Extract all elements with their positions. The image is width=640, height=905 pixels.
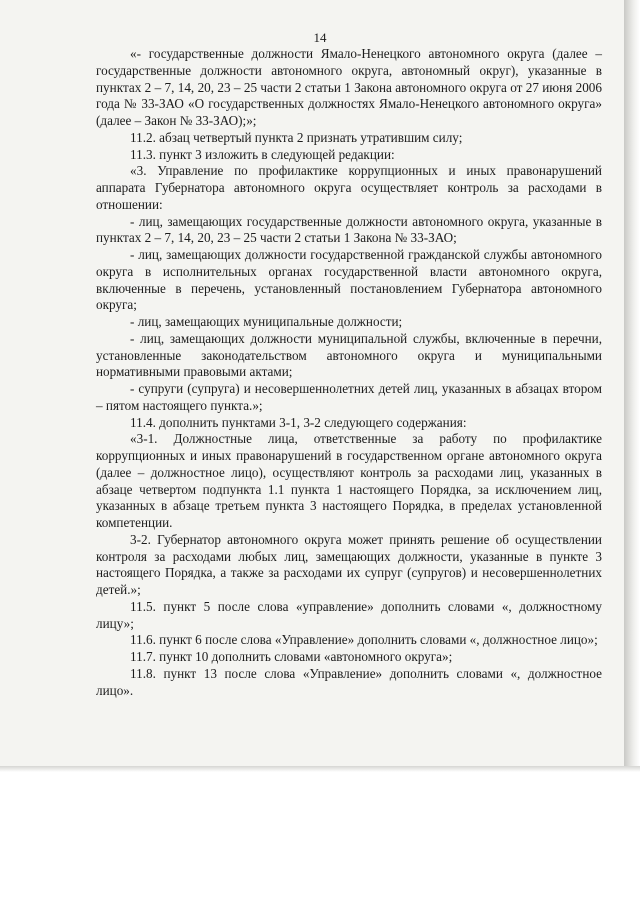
paragraph-11-3: 11.3. пункт 3 изложить в следующей редакции: bbox=[130, 146, 395, 162]
page-number: 14 bbox=[313, 30, 327, 45]
list-item-spouses-children: - супруги (супруга) и несовершеннолетних детей лиц, указанных в абзацах втором – пятом настоящего пункта.»; bbox=[96, 381, 602, 413]
paragraph-point-3: «3. Управление по профилактике коррупционных и иных правонарушений аппарата Губернатора автономного округа осуществляет контроль за расходами в отношении: bbox=[96, 163, 602, 212]
page-edge-shadow bbox=[624, 0, 640, 770]
paragraph-11-8: 11.8. пункт 13 после слова «Управление» дополнить словами «, должностное лицо». bbox=[96, 665, 602, 698]
list-item-municipal-service: - лиц, замещающих должности муниципальной службы, включенные в перечни, установленные законодательством автономного округа и муниципальными нормативными правовыми актами; bbox=[96, 330, 602, 380]
list-item-civil-service: - лиц, замещающих должности государственной гражданской службы автономного округа в исполнительных органах государственной власти автономного округа, включенные в перечень, установленный постановлением Губернатора автономного округа; bbox=[96, 247, 602, 313]
list-item-state-positions: - лиц, замещающих государственные должности автономного округа, указанные в пунктах 2 – 7, 14, 20, 23 – 25 части 2 статьи 1 Закона № 33-ЗАО; bbox=[96, 213, 602, 246]
paragraph-11-5: 11.5. пункт 5 после слова «управление» дополнить словами «, должностному лицу»; bbox=[96, 598, 602, 631]
paragraph-point-3-2: 3-2. Губернатор автономного округа может принять решение об осуществлении контроля за расходами любых лиц, замещающих должности, указанные в пункте 3 настоящего Порядка, а также за расходами их супруг (супругов) и несовершеннолетних детей.»; bbox=[96, 531, 602, 597]
list-item-municipal-positions: - лиц, замещающих муниципальные должности; bbox=[130, 314, 403, 329]
paragraph-11-6: 11.6. пункт 6 после слова «Управление» дополнить словами «, должностное лицо»; bbox=[130, 632, 598, 648]
paragraph-11-4: 11.4. дополнить пунктами 3-1, 3-2 следующего содержания: bbox=[130, 414, 467, 430]
paragraph-11-2: 11.2. абзац четвертый пункта 2 признать утратившим силу; bbox=[130, 129, 463, 145]
paragraph-state-positions: «- государственные должности Ямало-Ненецкого автономного округа (далее – государственные должности автономного округа, автономный округ), указанные в пунктах 2 – 7, 14, 20, 23 – 25 части 2 статьи 1 Закона автономного округа от 27 июня 2006 года № 33-ЗАО «О государственных должностях Ямало-Ненецкого автономного округа» (далее – Закон № 33-ЗАО);»; bbox=[96, 46, 602, 128]
page-bottom-shadow bbox=[0, 766, 640, 772]
document-body bbox=[96, 46, 602, 699]
paragraph-11-7: 11.7. пункт 10 дополнить словами «автономного округа»; bbox=[130, 649, 453, 664]
paragraph-point-3-1: «3-1. Должностные лица, ответственные за работу по профилактике коррупционных и иных правонарушений в государственном органе автономного округа (далее – должностное лицо), осуществляют контроль за расходами лиц, указанных в абзаце четвертом подпункта 1.1 пункта 1 настоящего Порядка, за исключением лиц, указанных в абзаце третьем пункта 3 настоящего Порядка, в пределах установленной компетенции. bbox=[96, 431, 602, 530]
